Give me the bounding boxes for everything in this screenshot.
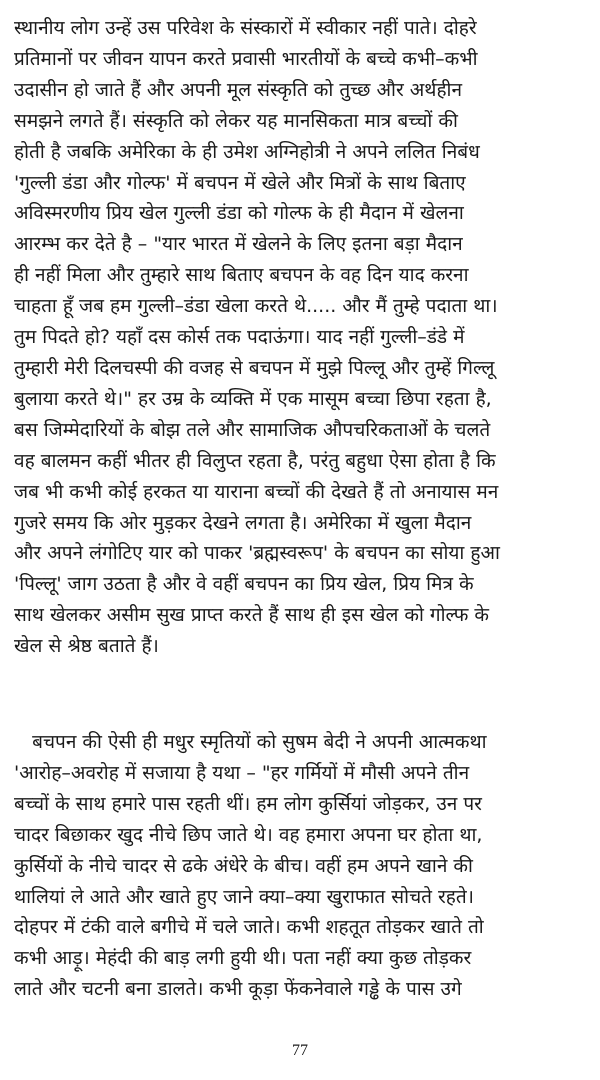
text-line: 'पिल्लू' जाग उठता है और वे वहीं बचपन का प्रिय खेल, प्रिय मित्र के xyxy=(14,573,474,596)
text-line: स्थानीय लोग उन्हें उस परिवेश के संस्कारों में स्वीकार नहीं पाते। दोहरे xyxy=(14,17,477,39)
text-line: 'गुल्ली डंडा और गोल्फ' में बचपन में खेले और मित्रों के साथ बिताए xyxy=(14,171,466,194)
text-line: समझने लगते हैं। संस्कृति को लेकर यह मानसिकता मात्र बच्चों की xyxy=(14,109,458,132)
text-line: कुर्सियों के नीचे चादर से ढके अंधेरे के बीच। वहीं हम अपने खाने की xyxy=(14,854,473,877)
text-line: प्रतिमानों पर जीवन यापन करते प्रवासी भारतीयों के बच्चे कभी–कभी xyxy=(14,47,478,70)
text-line: बचपन की ऐसी ही मधुर स्मृतियों को सुषम बेदी ने अपनी आत्मकथा xyxy=(14,731,487,753)
text-line: गुजरे समय कि ओर मुड़कर देखने लगता है। अमेरिका में खुला मैदान xyxy=(14,511,472,534)
text-line: साथ खेलकर असीम सुख प्राप्त करते हैं साथ ही इस खेल को गोल्फ के xyxy=(14,604,489,627)
text-line: तुम्हारी मेरी दिलचस्पी की वजह से बचपन में मुझे पिल्लू और तुम्हें गिल्लू xyxy=(14,356,495,379)
text-line: कभी आड़ू। मेहंदी की बाड़ लगी हुयी थी। पता नहीं क्या कुछ तोड़कर xyxy=(14,947,472,970)
text-line: खेल से श्रेष्ठ बताते हैं। xyxy=(14,635,159,658)
text-line: 'आरोह–अवरोह में सजाया है यथा – "हर गर्मियों में मौसी अपने तीन xyxy=(14,761,470,784)
text-line: थालियां ले आते और खाते हुए जाने क्या–क्या खुराफात सोचते रहते। xyxy=(14,885,474,908)
paragraph-1 xyxy=(14,13,592,662)
text-line: उदासीन हो जाते हैं और अपनी मूल संस्कृति को तुच्छ और अर्थहीन xyxy=(14,78,462,101)
text-line: होती है जबकि अमेरिका के ही उमेश अग्निहोत्री ने अपने ललित निबंध xyxy=(14,140,480,163)
text-line: चाहता हूँ जब हम गुल्ली–डंडा खेला करते थे..... और मैं तुम्हे पदाता था। xyxy=(14,295,498,318)
text-line: दोहपर में टंकी वाले बगीचे में चले जाते। कभी शहतूत तोड़कर खाते तो xyxy=(14,916,484,939)
text-line: और अपने लंगोटिए यार को पाकर 'ब्रह्मस्वरूप' के बचपन का सोया हुआ xyxy=(14,542,500,565)
text-line: आरम्भ कर देते है – "यार भारत में खेलने के लिए इतना बड़ा मैदान xyxy=(14,233,463,256)
text-line: लाते और चटनी बना डालते। कभी कूड़ा फेंकनेवाले गड्ढे के पास उगे xyxy=(14,978,462,1001)
text-line: तुम पिदते हो? यहाँ दस कोर्स तक पदाऊंगा। याद नहीं गुल्ली–डंडे में xyxy=(14,326,465,349)
text-line: बस जिम्मेदारियों के बोझ तले और सामाजिक औपचरिकताओं के चलते xyxy=(14,418,491,441)
text-line: जब भी कभी कोई हरकत या याराना बच्चों की देखते हैं तो अनायास मन xyxy=(14,480,499,503)
text-line: बच्चों के साथ हमारे पास रहती थीं। हम लोग कुर्सियां जोड़कर, उन पर xyxy=(14,792,482,815)
text-line: बुलाया करते थे।" हर उम्र के व्यक्ति में एक मासूम बच्चा छिपा रहता है, xyxy=(14,387,492,410)
text-line: ही नहीं मिला और तुम्हारे साथ बिताए बचपन के वह दिन याद करना xyxy=(14,264,469,287)
text-line: वह बालमन कहीं भीतर ही विलुप्त रहता है, परंतु बहुधा ऐसा होता है कि xyxy=(14,449,496,472)
page-number: 77 xyxy=(292,1042,308,1059)
paragraph-2 xyxy=(14,727,592,1005)
text-line: अविस्मरणीय प्रिय खेल गुल्ली डंडा को गोल्फ के ही मैदान में खेलना xyxy=(14,202,464,225)
text-line: चादर बिछाकर खुद नीचे छिप जाते थे। वह हमारा अपना घर होता था, xyxy=(14,823,483,846)
